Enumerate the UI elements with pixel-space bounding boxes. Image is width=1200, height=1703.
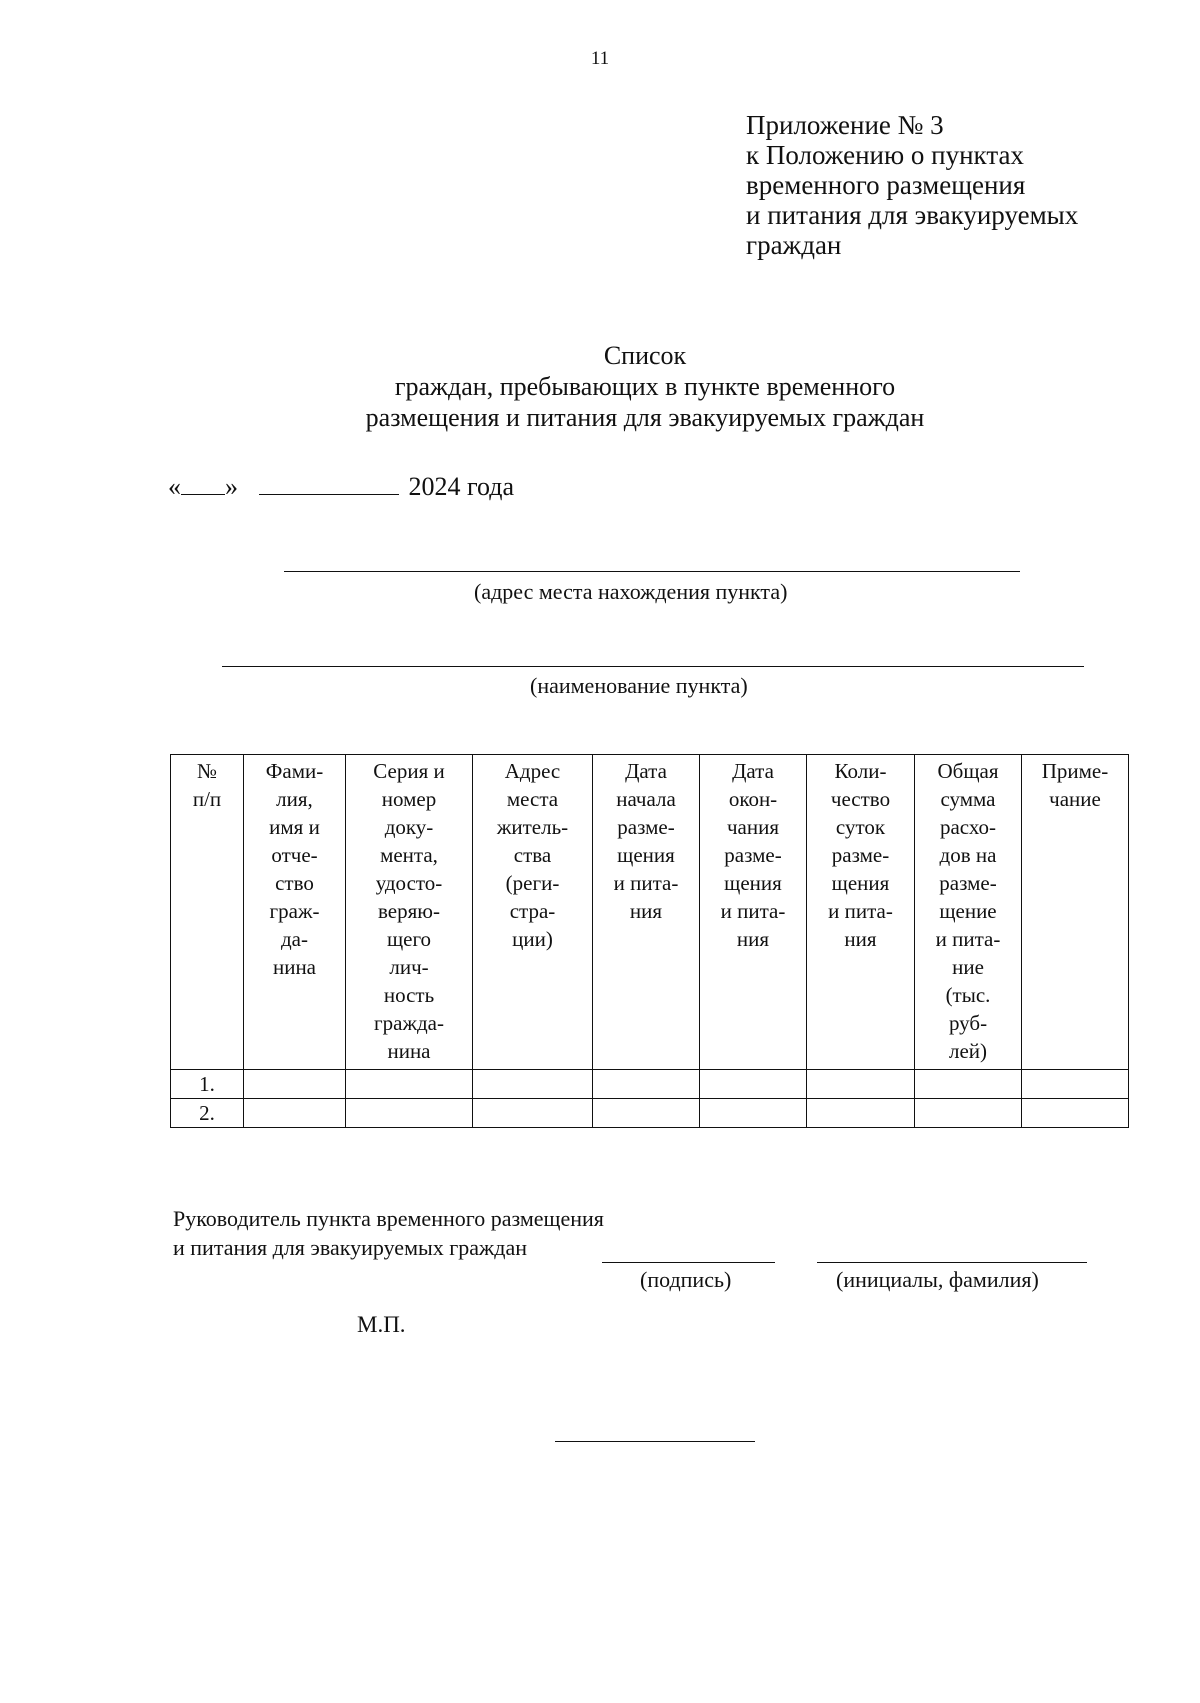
column-header-line: расхо- xyxy=(939,815,997,839)
column-header-line: щего xyxy=(386,927,432,951)
address-caption: (адрес места нахождения пункта) xyxy=(474,579,788,604)
column-header-line: Дата xyxy=(732,759,774,783)
title-line: Список xyxy=(603,341,687,370)
column-header-line: да- xyxy=(281,927,308,951)
column-header-line: Приме- xyxy=(1041,759,1109,783)
page-number: 11 xyxy=(590,48,610,69)
table-cell[interactable] xyxy=(473,1070,593,1099)
column-header-line: щения xyxy=(831,871,890,895)
column-header xyxy=(700,755,807,1070)
column-header xyxy=(593,755,700,1070)
column-header-line: имя и xyxy=(269,815,320,839)
column-header-line: отче- xyxy=(271,843,318,867)
initials-caption: (инициалы, фамилия) xyxy=(836,1267,1039,1292)
appendix-reference xyxy=(746,110,1078,260)
appendix-line: временного размещения xyxy=(746,170,1026,200)
appendix-line: и питания для эвакуируемых xyxy=(746,200,1079,230)
column-header-line: мента, xyxy=(380,843,438,867)
table-cell[interactable] xyxy=(473,1099,593,1128)
column-header-line: п/п xyxy=(192,787,222,811)
column-header-line: лич- xyxy=(389,955,429,979)
column-header-line: разме- xyxy=(831,843,890,867)
column-header xyxy=(807,755,915,1070)
column-header-line: стра- xyxy=(509,899,556,923)
column-header-line: щения xyxy=(617,843,675,867)
column-header-line: лия, xyxy=(276,787,313,811)
column-header-line: ния xyxy=(844,927,877,951)
table-cell[interactable] xyxy=(346,1070,473,1099)
column-header-line: удосто- xyxy=(375,871,443,895)
closing-rule xyxy=(555,1441,755,1442)
column-header-line: ства xyxy=(513,843,552,867)
table-cell[interactable] xyxy=(593,1070,700,1099)
column-header-line: ния xyxy=(629,899,663,923)
column-header xyxy=(915,755,1022,1070)
appendix-line: к Положению о пунктах xyxy=(746,140,1024,170)
column-header-line: Общая xyxy=(937,759,999,783)
column-header xyxy=(473,755,593,1070)
table-row xyxy=(171,1070,1129,1099)
name-blank-line[interactable] xyxy=(222,666,1084,667)
table-header-row xyxy=(171,755,1129,1070)
column-header-line: нина xyxy=(272,955,317,979)
table-body xyxy=(171,1070,1129,1128)
row-number: 2. xyxy=(171,1099,244,1128)
column-header-line: гражда- xyxy=(374,1011,444,1035)
column-header-line: разме- xyxy=(939,871,997,895)
column-header-line: доку- xyxy=(384,815,434,839)
table-cell[interactable] xyxy=(1022,1070,1129,1099)
signature-blank[interactable] xyxy=(602,1262,775,1263)
column-header-line: чание xyxy=(1049,787,1101,811)
column-header-line: дов на xyxy=(939,843,997,867)
column-header-line: разме- xyxy=(724,843,782,867)
column-header-line: и пита- xyxy=(720,899,786,923)
table-cell[interactable] xyxy=(915,1070,1022,1099)
column-header-line: ния xyxy=(736,927,770,951)
citizens-table xyxy=(170,754,1129,1128)
document-title xyxy=(0,340,1200,433)
column-header-line: граж- xyxy=(269,899,320,923)
column-header-line: Фами- xyxy=(265,759,324,783)
column-header-line: разме- xyxy=(617,815,675,839)
signature-line: Руководитель пункта временного размещения xyxy=(173,1206,604,1231)
column-header-line: щение xyxy=(939,899,997,923)
table-cell[interactable] xyxy=(807,1070,915,1099)
column-header-line: Адрес xyxy=(504,759,561,783)
year-text: 2024 года xyxy=(408,472,515,501)
column-header xyxy=(171,755,244,1070)
column-header-line: № xyxy=(196,759,218,783)
column-header-line: и пита- xyxy=(613,871,679,895)
column-header xyxy=(1022,755,1129,1070)
column-header-line: чания xyxy=(726,815,780,839)
signature-caption: (подпись) xyxy=(640,1267,732,1292)
table-cell[interactable] xyxy=(807,1099,915,1128)
column-header-line: чество xyxy=(830,787,891,811)
column-header-line: и пита- xyxy=(828,899,893,923)
table-cell[interactable] xyxy=(593,1099,700,1128)
signature-line: и питания для эвакуируемых граждан xyxy=(173,1235,527,1260)
date-close-quote: » xyxy=(225,472,238,501)
table-cell[interactable] xyxy=(244,1070,346,1099)
column-header-line: нина xyxy=(387,1039,431,1063)
column-header-line: суток xyxy=(835,815,886,839)
table-cell[interactable] xyxy=(915,1099,1022,1128)
column-header-line: сумма xyxy=(940,787,996,811)
appendix-line: граждан xyxy=(746,230,842,260)
month-blank[interactable] xyxy=(259,472,399,495)
table-cell[interactable] xyxy=(244,1099,346,1128)
column-header-line: начала xyxy=(616,787,676,811)
address-blank-line[interactable] xyxy=(284,571,1020,572)
column-header-line: лей) xyxy=(948,1039,988,1063)
appendix-line: Приложение № 3 xyxy=(746,110,944,140)
column-header-line: номер xyxy=(381,787,437,811)
column-header-line: (тыс. xyxy=(945,983,991,1007)
column-header-line: ние xyxy=(952,955,984,979)
column-header-line: (реги- xyxy=(505,871,560,895)
column-header-line: ство xyxy=(275,871,314,895)
column-header-line: веряю- xyxy=(378,899,440,923)
column-header-line: ции) xyxy=(512,927,553,951)
column-header xyxy=(346,755,473,1070)
column-header-line: окон- xyxy=(728,787,778,811)
date-line xyxy=(168,472,514,502)
column-header-line: щения xyxy=(724,871,782,895)
column-header xyxy=(244,755,346,1070)
table-cell[interactable] xyxy=(346,1099,473,1128)
signature-title xyxy=(173,1204,604,1262)
table-cell[interactable] xyxy=(700,1070,807,1099)
title-line: граждан, пребывающих в пункте временного xyxy=(394,372,896,401)
initials-blank[interactable] xyxy=(817,1262,1087,1263)
day-blank[interactable] xyxy=(181,472,225,495)
title-line: размещения и питания для эвакуируемых граждан xyxy=(365,403,925,432)
column-header-line: ность xyxy=(383,983,435,1007)
table-cell[interactable] xyxy=(1022,1099,1129,1128)
row-number: 1. xyxy=(171,1070,244,1099)
column-header-line: места xyxy=(506,787,559,811)
date-open-quote: « xyxy=(168,472,181,501)
table-cell[interactable] xyxy=(700,1099,807,1128)
column-header-line: и пита- xyxy=(935,927,1001,951)
column-header-line: Дата xyxy=(625,759,667,783)
stamp-mark: М.П. xyxy=(357,1312,406,1337)
column-header-line: житель- xyxy=(496,815,569,839)
name-caption: (наименование пункта) xyxy=(530,673,748,698)
column-header-line: Серия и xyxy=(373,759,445,783)
column-header-line: Коли- xyxy=(834,759,887,783)
column-header-line: руб- xyxy=(948,1011,988,1035)
table-row xyxy=(171,1099,1129,1128)
